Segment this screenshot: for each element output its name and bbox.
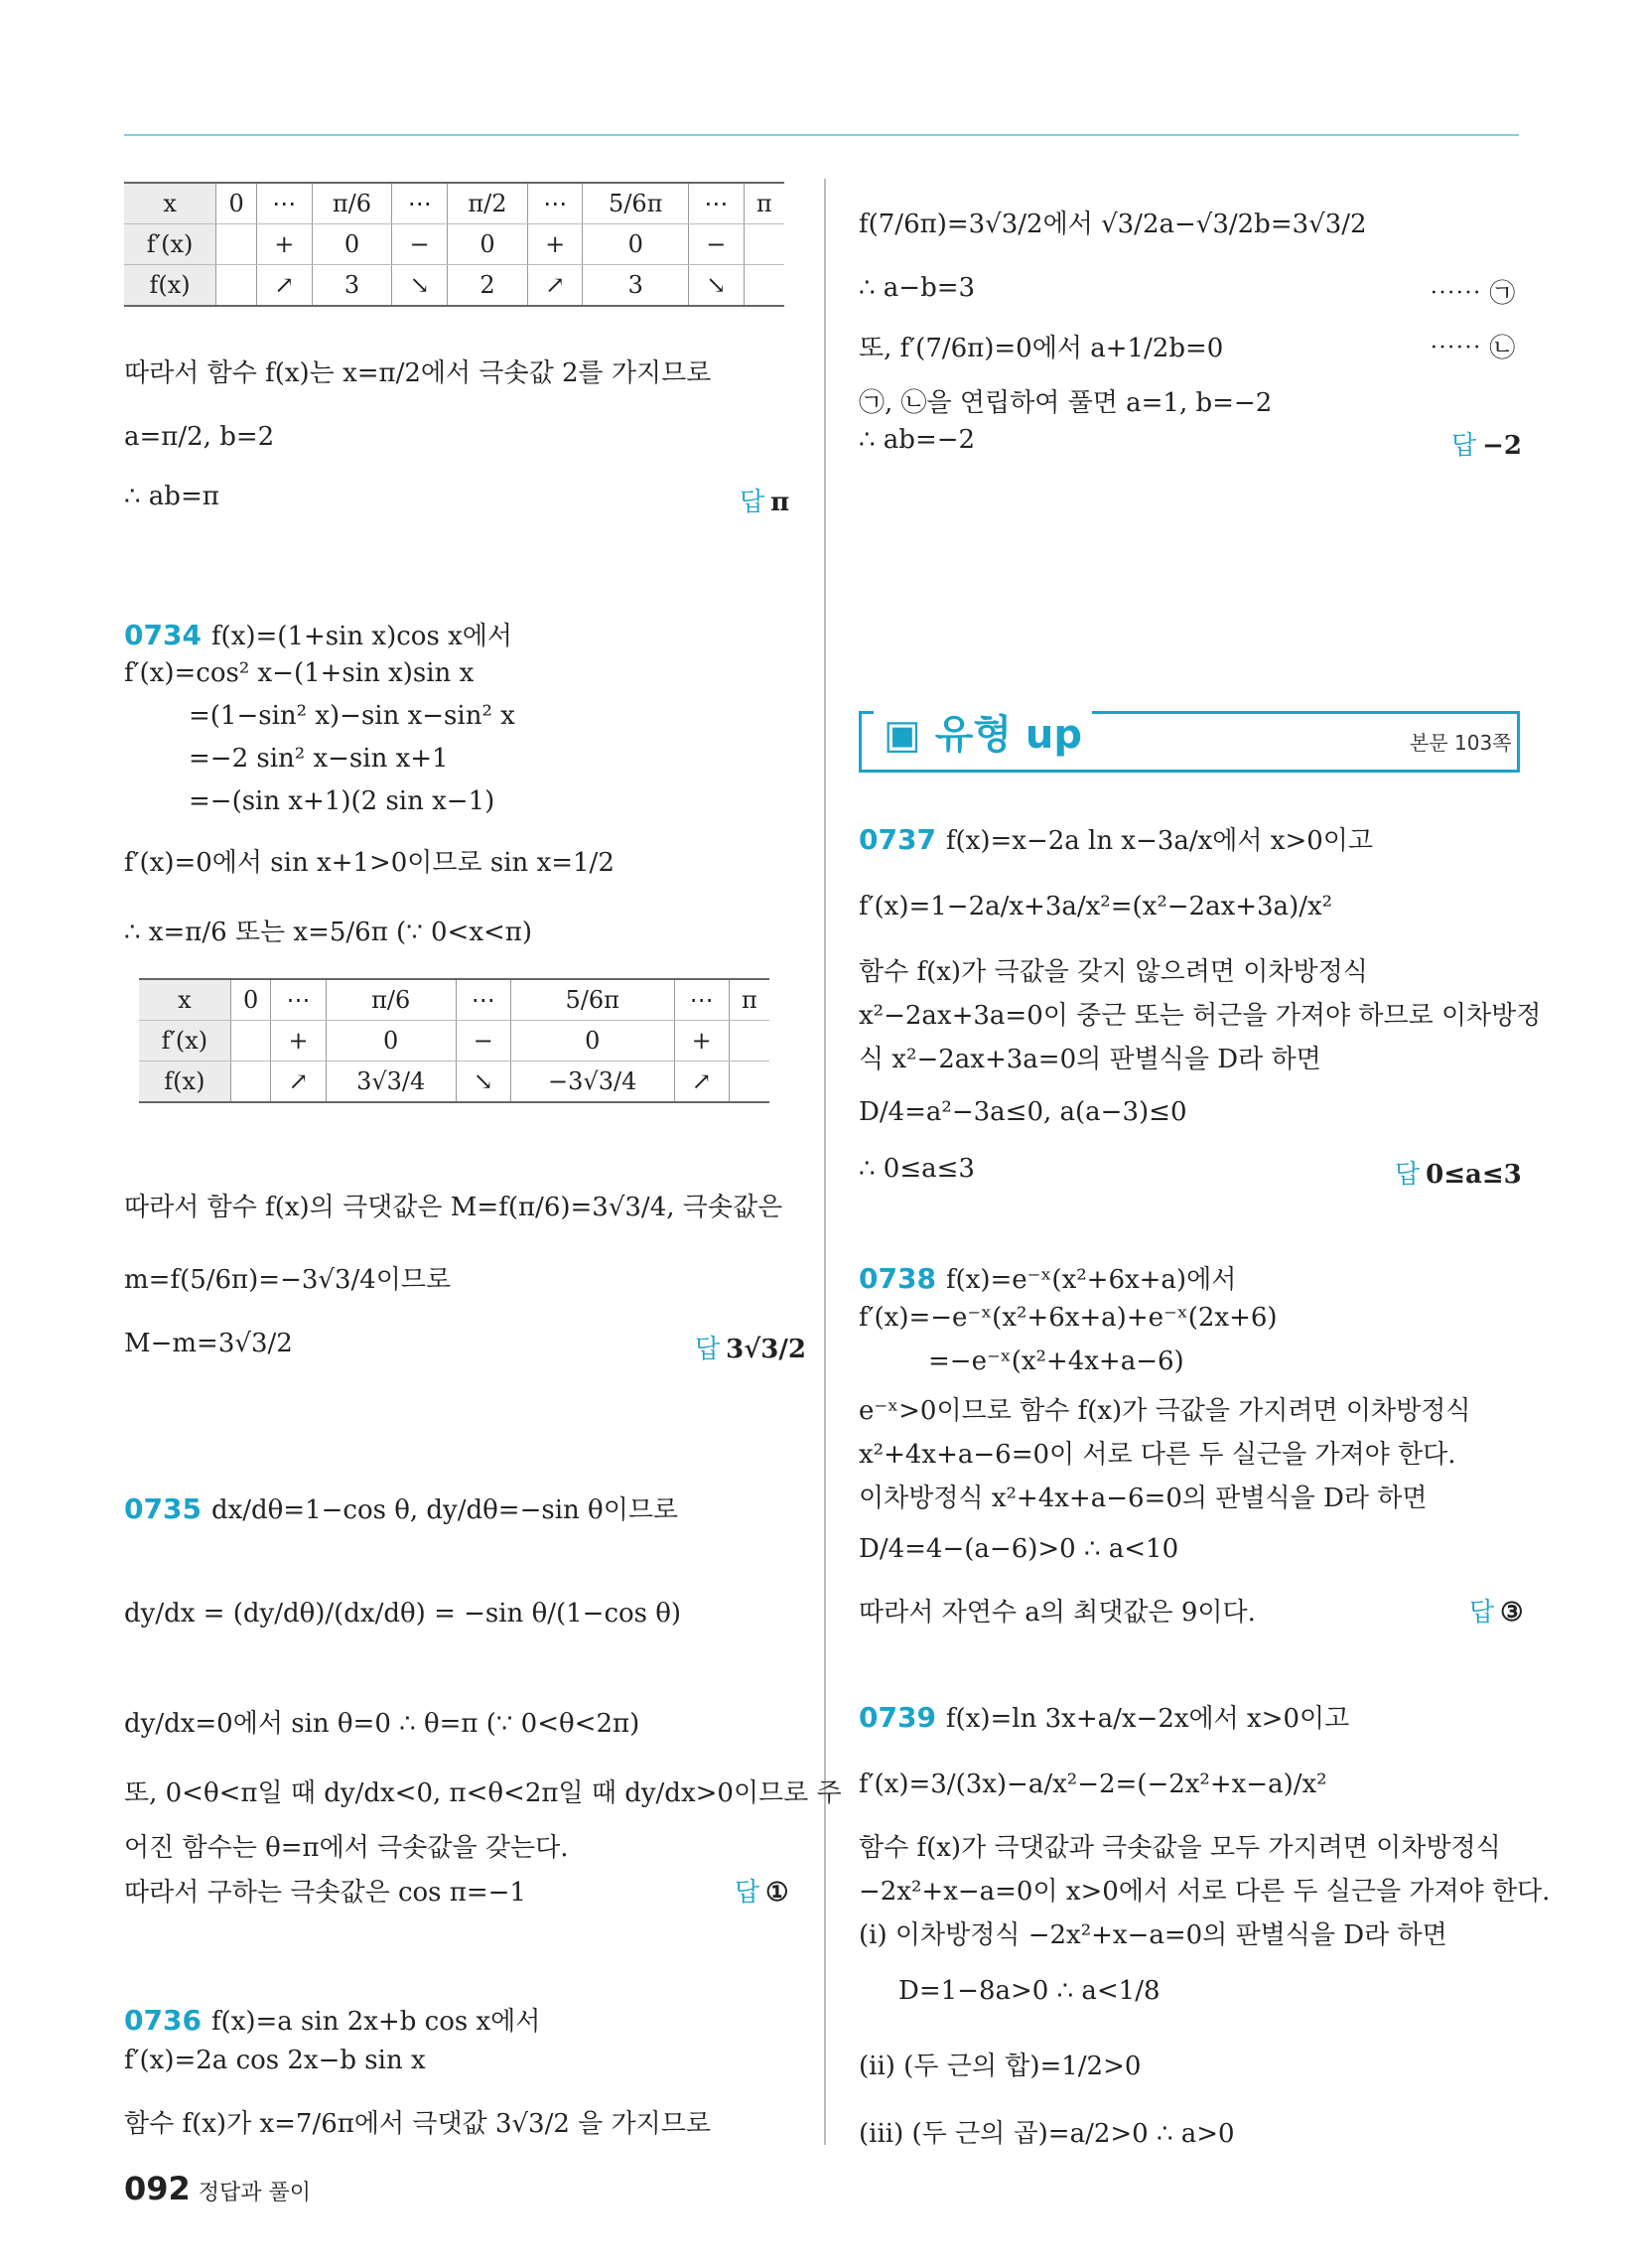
s738-text: f(x)=e⁻ˣ(x²+6x+a)에서 xyxy=(945,1265,1237,1295)
table-cell: 3 xyxy=(312,265,392,307)
table-cell: f′(x) xyxy=(124,224,216,265)
table-cell: f(x) xyxy=(139,1062,230,1103)
s738-answer xyxy=(1469,1592,1523,1629)
s738-line4: x²+4x+a−6=0이 서로 다른 두 실근을 가져야 한다. xyxy=(859,1440,1456,1470)
table-cell: ↗ xyxy=(257,265,313,307)
table-cell: − xyxy=(456,1021,510,1062)
table-cell xyxy=(216,224,257,265)
s736-line0 xyxy=(124,2001,540,2038)
type-title-text: 유형 up xyxy=(934,712,1083,758)
table-row xyxy=(139,979,769,1021)
s739-text: f(x)=ln 3x+a/x−2x에서 x>0이고 xyxy=(945,1704,1350,1734)
s734-line0 xyxy=(124,616,512,652)
rt-line2: 또, f′(7/6π)=0에서 a+1/2b=0 xyxy=(859,334,1224,363)
s735-answer xyxy=(735,1872,788,1909)
table-cell: ⋯ xyxy=(257,183,313,224)
table-cell: 0 xyxy=(216,183,257,224)
s735-line3: 또, 0<θ<π일 때 dy/dx<0, π<θ<2π일 때 dy/dx>0이므로 주 xyxy=(124,1778,842,1808)
s738-line5: 이차방정식 x²+4x+a−6=0의 판별식을 D라 하면 xyxy=(859,1484,1428,1513)
answer-value: 0≤a≤3 xyxy=(1426,1160,1522,1190)
table-cell xyxy=(230,1062,271,1103)
table-cell: ↘ xyxy=(456,1062,510,1103)
answer-label: 답 xyxy=(1395,1160,1421,1190)
type-section-ref: 본문 103쪽 xyxy=(1410,731,1512,755)
s739-line5: D=1−8a>0 ∴ a<1/8 xyxy=(898,1976,1161,2006)
table-cell: π/2 xyxy=(447,183,527,224)
s739-line4: (i) 이차방정식 −2x²+x−a=0의 판별식을 D라 하면 xyxy=(859,1920,1447,1950)
table-cell: ↘ xyxy=(689,265,745,307)
table-cell: 0 xyxy=(510,1021,674,1062)
table-row xyxy=(124,183,784,224)
s739-line7: (iii) (두 근의 곱)=a/2>0 ∴ a>0 xyxy=(859,2119,1235,2149)
table-cell: ⋯ xyxy=(689,183,745,224)
s734-after2: M−m=3√3/2 xyxy=(124,1329,293,1358)
s737-line2: 함수 f(x)가 극값을 갖지 않으려면 이차방정식 xyxy=(859,957,1368,987)
table-cell xyxy=(744,265,784,307)
table-row xyxy=(139,1021,769,1062)
variation-table-733 xyxy=(124,182,784,307)
s736-line2: 함수 f(x)가 x=7/6π에서 극댓값 3√3/2 을 가지므로 xyxy=(124,2109,712,2139)
table-cell: f′(x) xyxy=(139,1021,230,1062)
s735-line4: 어진 함수는 θ=π에서 극솟값을 갖는다. xyxy=(124,1833,569,1863)
s739-line0 xyxy=(859,1698,1349,1735)
table-cell xyxy=(729,1021,769,1062)
s734-line3: =−2 sin² x−sin x+1 xyxy=(189,744,449,774)
table-cell: −3√3/4 xyxy=(510,1062,674,1103)
table-cell: − xyxy=(689,224,745,265)
table-cell: ⋯ xyxy=(456,979,510,1021)
top-rule xyxy=(124,134,1519,136)
s734-answer xyxy=(695,1329,806,1365)
rt-mark2: ⋯⋯ ㉡ xyxy=(1430,334,1516,363)
s734-line2: =(1−sin² x)−sin x−sin² x xyxy=(189,701,515,731)
answer-value: ③ xyxy=(1500,1598,1524,1628)
table-cell: π/6 xyxy=(326,979,456,1021)
table-cell: 3√3/4 xyxy=(326,1062,456,1103)
s738-line1: f′(x)=−e⁻ˣ(x²+6x+a)+e⁻ˣ(2x+6) xyxy=(859,1303,1278,1333)
answer-label: 답 xyxy=(735,1878,760,1908)
table-cell: ⋯ xyxy=(527,183,583,224)
s738-line2: =−e⁻ˣ(x²+4x+a−6) xyxy=(928,1347,1184,1376)
s737-text: f(x)=x−2a ln x−3a/x에서 x>0이고 xyxy=(945,826,1374,856)
s735-line5: 따라서 구하는 극솟값은 cos π=−1 xyxy=(124,1878,526,1908)
s738-line6: D/4=4−(a−6)>0 ∴ a<10 xyxy=(859,1534,1179,1564)
rt-answer xyxy=(1451,425,1522,462)
s738-line7: 따라서 자연수 a의 최댓값은 9이다. xyxy=(859,1598,1256,1628)
s734-line4: =−(sin x+1)(2 sin x−1) xyxy=(189,786,495,816)
rt-line1: ∴ a−b=3 xyxy=(859,273,976,303)
s737-answer xyxy=(1395,1154,1522,1191)
s736-text: f(x)=a sin 2x+b cos x에서 xyxy=(210,2007,541,2037)
problem-number: 0738 xyxy=(859,1262,936,1295)
s734-line6: ∴ x=π/6 또는 x=5/6π (∵ 0<x<π) xyxy=(124,918,533,947)
answer-label: 답 xyxy=(695,1335,721,1364)
s739-line1: f′(x)=3/(3x)−a/x²−2=(−2x²+x−a)/x² xyxy=(859,1770,1327,1799)
table-cell: 3 xyxy=(583,265,689,307)
type-section-title xyxy=(874,703,1092,760)
s734-line5: f′(x)=0에서 sin x+1>0이므로 sin x=1/2 xyxy=(124,848,615,878)
s734-text: f(x)=(1+sin x)cos x에서 xyxy=(210,622,512,651)
table-cell: x xyxy=(124,183,216,224)
table-cell: − xyxy=(392,224,448,265)
answer-value: π xyxy=(770,488,790,517)
s733-line3: ∴ ab=π xyxy=(124,482,219,511)
s733-answer xyxy=(740,482,789,518)
table-cell: 2 xyxy=(447,265,527,307)
table-cell: + xyxy=(257,224,313,265)
table-cell: 5/6π xyxy=(510,979,674,1021)
rt-mark1: ⋯⋯ ㉠ xyxy=(1430,279,1516,309)
s735-text: dx/dθ=1−cos θ, dy/dθ=−sin θ이므로 xyxy=(210,1495,679,1525)
variation-table-734 xyxy=(139,978,769,1103)
s734-after1: m=f(5/6π)=−3√3/4이므로 xyxy=(124,1265,452,1295)
table-row xyxy=(124,265,784,307)
table-cell: ↗ xyxy=(271,1062,326,1103)
s734-after0: 따라서 함수 f(x)의 극댓값은 M=f(π/6)=3√3/4, 극솟값은 xyxy=(124,1193,783,1222)
problem-number: 0737 xyxy=(859,823,936,856)
s739-line2: 함수 f(x)가 극댓값과 극솟값을 모두 가지려면 이차방정식 xyxy=(859,1833,1501,1863)
s739-line6: (ii) (두 근의 합)=1/2>0 xyxy=(859,2052,1142,2081)
table-cell: ⋯ xyxy=(392,183,448,224)
s733-line2: a=π/2, b=2 xyxy=(124,422,275,452)
table-cell: ⋯ xyxy=(271,979,326,1021)
table-row xyxy=(139,1062,769,1103)
table-cell: x xyxy=(139,979,230,1021)
table-cell xyxy=(744,224,784,265)
table-cell: ⋯ xyxy=(674,979,729,1021)
s737-line3: x²−2ax+3a=0이 중근 또는 허근을 가져야 하므로 이차방정 xyxy=(859,1001,1542,1031)
table-cell xyxy=(230,1021,271,1062)
rt-line0: f(7/6π)=3√3/2에서 √3/2a−√3/2b=3√3/2 xyxy=(859,210,1367,239)
s736-line1: f′(x)=2a cos 2x−b sin x xyxy=(124,2046,426,2075)
table-cell: π/6 xyxy=(312,183,392,224)
s733-line1: 따라서 함수 f(x)는 x=π/2에서 극솟값 2를 가지므로 xyxy=(124,358,712,388)
s734-line1: f′(x)=cos² x−(1+sin x)sin x xyxy=(124,658,475,688)
rt-line4: ∴ ab=−2 xyxy=(859,425,976,455)
s738-line0 xyxy=(859,1259,1236,1296)
table-cell: π xyxy=(744,183,784,224)
table-cell: 0 xyxy=(230,979,271,1021)
answer-label: 답 xyxy=(1451,431,1477,461)
table-cell: 5/6π xyxy=(583,183,689,224)
table-row xyxy=(124,224,784,265)
document-icon: ▣ xyxy=(884,712,935,758)
answer-value: 3√3/2 xyxy=(726,1335,806,1364)
problem-number: 0735 xyxy=(124,1492,202,1525)
table-cell xyxy=(216,265,257,307)
problem-number: 0739 xyxy=(859,1701,936,1734)
s739-line3: −2x²+x−a=0이 x>0에서 서로 다른 두 실근을 가져야 한다. xyxy=(859,1877,1551,1907)
page-footer xyxy=(124,2170,311,2207)
table-cell xyxy=(729,1062,769,1103)
table-cell: ↗ xyxy=(674,1062,729,1103)
answer-value: ① xyxy=(765,1878,789,1908)
answer-label: 답 xyxy=(1469,1598,1495,1628)
s737-line6: ∴ 0≤a≤3 xyxy=(859,1154,975,1184)
s735-line1: dy/dx = (dy/dθ)/(dx/dθ) = −sin θ/(1−cos θ) xyxy=(124,1599,682,1629)
s735-line0 xyxy=(124,1489,678,1526)
footer-label: 정답과 풀이 xyxy=(198,2181,312,2205)
problem-number: 0734 xyxy=(124,619,202,651)
page-number: 092 xyxy=(124,2170,191,2207)
s737-line5: D/4=a²−3a≤0, a(a−3)≤0 xyxy=(859,1097,1187,1127)
answer-value: −2 xyxy=(1482,431,1523,461)
rt-line3: ㉠, ㉡을 연립하여 풀면 a=1, b=−2 xyxy=(859,388,1273,418)
problem-number: 0736 xyxy=(124,2004,202,2037)
s738-line3: e⁻ˣ>0이므로 함수 f(x)가 극값을 가지려면 이차방정식 xyxy=(859,1396,1471,1426)
s737-line1: f′(x)=1−2a/x+3a/x²=(x²−2ax+3a)/x² xyxy=(859,892,1333,921)
table-cell: 0 xyxy=(583,224,689,265)
s737-line4: 식 x²−2ax+3a=0의 판별식을 D라 하면 xyxy=(859,1045,1321,1074)
table-cell: π xyxy=(729,979,769,1021)
s737-line0 xyxy=(859,820,1373,857)
table-cell: 0 xyxy=(447,224,527,265)
table-cell: ↘ xyxy=(392,265,448,307)
table-cell: + xyxy=(674,1021,729,1062)
table-cell: + xyxy=(527,224,583,265)
table-cell: ↗ xyxy=(527,265,583,307)
table-cell: f(x) xyxy=(124,265,216,307)
column-divider xyxy=(824,179,826,2145)
table-cell: 0 xyxy=(326,1021,456,1062)
answer-label: 답 xyxy=(740,488,765,517)
table-cell: 0 xyxy=(312,224,392,265)
s735-line2: dy/dx=0에서 sin θ=0 ∴ θ=π (∵ 0<θ<2π) xyxy=(124,1709,640,1739)
table-cell: + xyxy=(271,1021,326,1062)
